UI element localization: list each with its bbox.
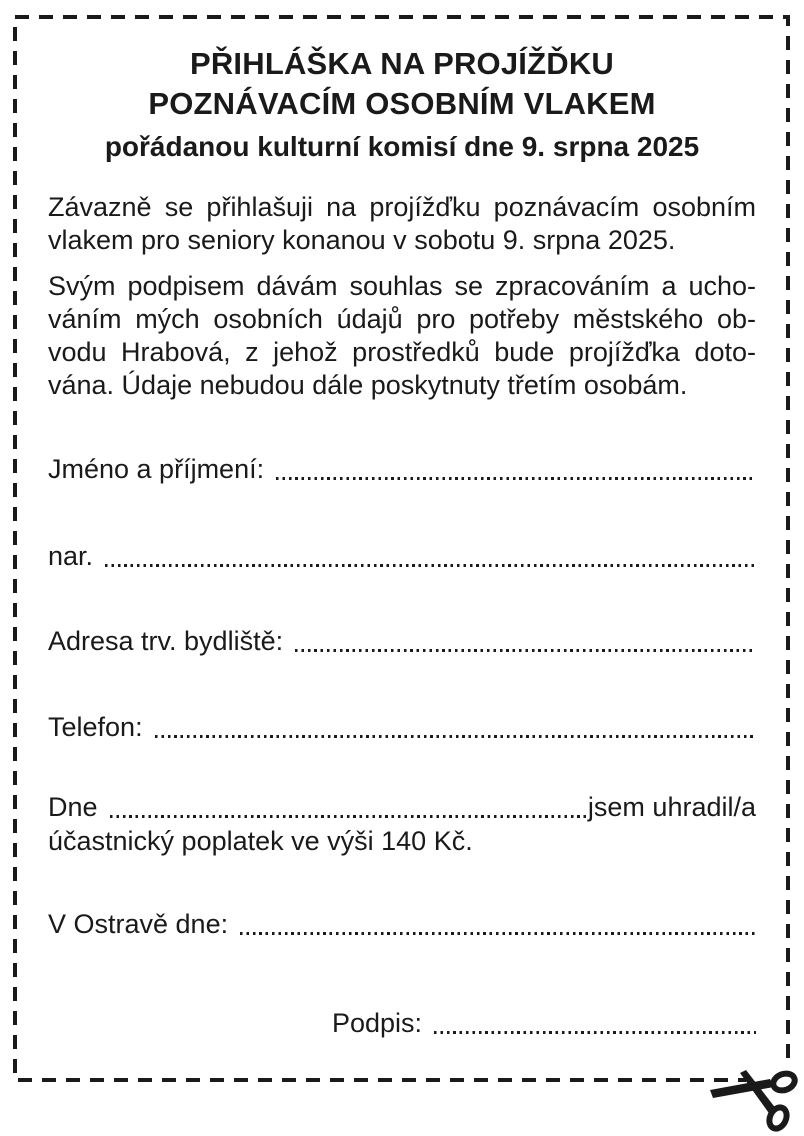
consent-line-3: vodu Hrabová, z jehož prostředků bude projížďka doto-: [48, 337, 756, 367]
birthdate-label: nar.: [48, 541, 94, 571]
place-date-fill-line[interactable]: [240, 932, 756, 935]
name-label: Jméno a příjmení:: [48, 454, 265, 484]
payment-statement: [48, 790, 756, 858]
name-fill-line[interactable]: [276, 477, 756, 480]
page-title: [48, 44, 756, 124]
address-label: Adresa trv. bydliště:: [48, 626, 284, 656]
intro-paragraph: [48, 191, 756, 257]
signature-fill-line[interactable]: [434, 1031, 756, 1034]
page-subtitle: pořádanou kulturní komisí dne 9. srpna 2025: [104, 131, 700, 162]
birthdate-fill-line[interactable]: [105, 564, 756, 567]
scissors-icon: [708, 1070, 800, 1132]
field-row-signature: [332, 1006, 756, 1040]
intro-line-2: vlakem pro seniory konanou v sobotu 9. srpna 2025.: [48, 225, 676, 255]
intro-line-1: Závazně se přihlašuji na projížďku poznávacím osobním: [48, 192, 756, 222]
field-row-phone: [48, 710, 756, 744]
title-line-2: POZNÁVACÍM OSOBNÍM VLAKEM: [148, 86, 656, 121]
place-date-label: V Ostravě dne:: [48, 909, 229, 939]
field-row-payment-date: [48, 790, 756, 824]
payment-date-fill-line[interactable]: [110, 815, 588, 818]
consent-line-4: vána. Údaje nebudou dále poskytnuty třetím osobám.: [48, 370, 688, 400]
phone-fill-line[interactable]: [155, 735, 756, 738]
consent-paragraph: [48, 270, 756, 402]
consent-line-2: váním mých osobních údajů pro potřeby městského ob-: [48, 304, 756, 334]
payment-prefix-label: Dne: [48, 792, 98, 822]
consent-line-1: Svým podpisem dávám souhlas se zpracováním a ucho-: [48, 271, 756, 301]
phone-label: Telefon:: [48, 712, 143, 742]
field-row-place-date: [48, 907, 756, 941]
signature-label: Podpis:: [332, 1008, 423, 1038]
payment-suffix-label: jsem uhradil/a: [587, 792, 756, 822]
field-row-address: [48, 624, 756, 658]
payment-fee-text: účastnický poplatek ve výši 140 Kč.: [48, 826, 473, 856]
title-line-1: PŘIHLÁŠKA NA PROJÍŽĎKU: [189, 46, 615, 81]
address-fill-line[interactable]: [295, 649, 756, 652]
field-row-name: [48, 452, 756, 486]
form-content: [48, 44, 756, 1040]
field-row-birthdate: [48, 539, 756, 573]
